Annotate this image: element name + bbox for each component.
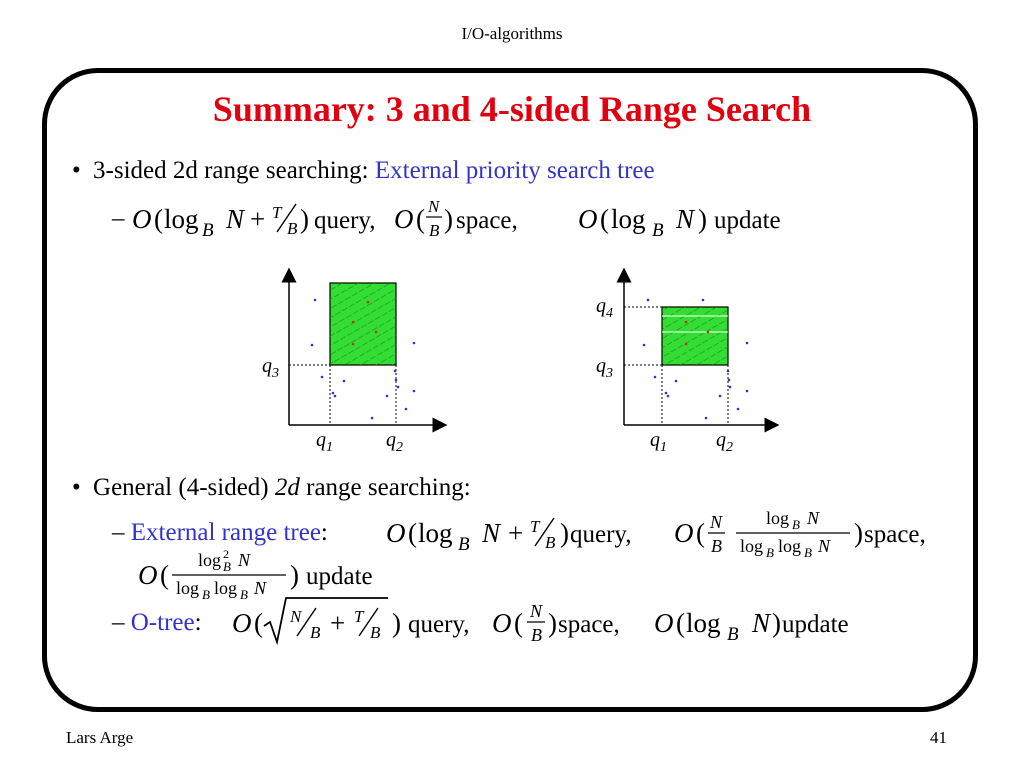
glyph-B: B (370, 623, 381, 642)
word-update: update (714, 207, 781, 234)
glyph-log: log (740, 536, 764, 556)
glyph-log: log (176, 578, 200, 598)
word-update: update (782, 611, 849, 638)
point (737, 408, 740, 411)
glyph-lparen: ( (416, 204, 425, 234)
point (343, 380, 346, 383)
bullet-2-sub-1 (112, 520, 328, 545)
glyph-O: O (386, 518, 406, 548)
external-range-tree-label: External range tree (130, 519, 321, 546)
point (386, 395, 389, 398)
glyph-rparen: ) (444, 204, 453, 234)
range-hatch (330, 283, 396, 365)
glyph-B: B (792, 517, 800, 532)
glyph-B: B (458, 534, 470, 555)
glyph-O: O (578, 204, 598, 234)
glyph-O: O (232, 608, 252, 638)
glyph-B: B (766, 545, 774, 560)
glyph-B: B (310, 623, 321, 642)
glyph-two: 2 (223, 547, 229, 561)
point (334, 395, 337, 398)
label-q4: $q_4$ (596, 295, 613, 321)
label-q1: $q_1$ (650, 429, 667, 455)
glyph-B: B (545, 533, 556, 552)
o-tree-label: O-tree (130, 609, 195, 636)
glyph-lparen: ( (160, 560, 169, 590)
bullet-2 (72, 475, 471, 500)
point (413, 390, 416, 393)
glyph-B: B (202, 587, 210, 602)
bullet-2-text-pre: General (4-sided) (93, 474, 275, 501)
glyph-B: B (202, 220, 214, 241)
glyph-B: B (727, 624, 739, 645)
point (667, 395, 670, 398)
word-query: query, (314, 207, 376, 234)
sub-dash: – (112, 519, 125, 546)
bullet-dot: • (72, 474, 81, 501)
glyph-T: T (272, 203, 282, 222)
glyph-B: B (804, 545, 812, 560)
glyph-B: B (711, 536, 722, 556)
label-q2: $q_2$ (386, 429, 403, 455)
bullet-dot: • (72, 157, 81, 184)
glyph-B: B (652, 220, 664, 241)
glyph-N: N (530, 601, 543, 621)
glyph-log: log (611, 204, 646, 234)
point (314, 299, 317, 302)
bullet-2-text-post: range searching: (299, 474, 471, 501)
word-query: query, (570, 521, 632, 548)
point-in-range (352, 321, 355, 324)
point (746, 390, 749, 393)
glyph-B: B (287, 219, 298, 238)
glyph-lparen: ( (254, 608, 263, 638)
word-space: space, (558, 611, 620, 638)
glyph-lparen: ( (408, 518, 417, 548)
footer-page-number: 41 (930, 728, 947, 747)
bullet-1-text: 3-sided 2d range searching: (93, 157, 375, 184)
point (675, 380, 678, 383)
bullet-1-highlight: External priority search tree (374, 157, 655, 184)
bullet-1-formula (130, 196, 850, 246)
label-q2: $q_2$ (716, 429, 733, 455)
glyph-O: O (132, 204, 152, 234)
bullet-2-text-italic: 2d (274, 474, 300, 501)
point (727, 370, 730, 373)
glyph-plus: + (508, 518, 524, 548)
bullet-1 (72, 158, 655, 183)
point (719, 395, 722, 398)
label-q3: $q_3$ (262, 355, 279, 381)
glyph-N: N (807, 508, 820, 528)
glyph-T: T (354, 607, 364, 626)
footer-author: Lars Arge (66, 728, 134, 747)
glyph-lparen: ( (154, 204, 163, 234)
glyph-rparen: ) (560, 518, 569, 548)
glyph-N: N (482, 518, 501, 548)
glyph-B: B (429, 221, 440, 240)
point (413, 342, 416, 345)
point-in-range (352, 343, 355, 346)
point (705, 417, 708, 420)
glyph-O: O (674, 518, 694, 548)
point-in-range (367, 301, 370, 304)
glyph-lparen: ( (696, 518, 705, 548)
glyph-rparen: ) (698, 204, 707, 234)
sub-dash: – (112, 609, 125, 636)
point-in-range (707, 331, 710, 334)
figure-3-sided (262, 275, 440, 455)
point (394, 370, 397, 373)
glyph-rparen: ) (548, 608, 557, 638)
glyph-log: log (198, 550, 222, 570)
slide-title: Summary: 3 and 4-sided Range Search (212, 89, 812, 129)
point-in-range (685, 343, 688, 346)
point (729, 386, 732, 389)
sub-colon: : (320, 519, 328, 546)
glyph-rparen: ) (854, 518, 863, 548)
glyph-B: B (531, 625, 542, 645)
point (647, 299, 650, 302)
glyph-N: N (254, 578, 267, 598)
glyph-log: log (778, 536, 802, 556)
glyph-N: N (818, 536, 831, 556)
glyph-log: log (214, 578, 238, 598)
glyph-N: N (676, 204, 695, 234)
point (654, 376, 657, 379)
glyph-T: T (530, 517, 540, 536)
glyph-B: B (223, 559, 231, 574)
bullet-2-sub-2 (112, 610, 202, 635)
glyph-O: O (138, 560, 158, 590)
glyph-N: N (428, 197, 440, 216)
glyph-O: O (492, 608, 512, 638)
label-q3: $q_3$ (596, 355, 613, 381)
point (321, 376, 324, 379)
glyph-B: B (240, 587, 248, 602)
figure-4-sided (596, 275, 772, 455)
sub-colon: : (194, 609, 202, 636)
glyph-rparen: ) (392, 608, 401, 638)
point (702, 299, 705, 302)
glyph-N: N (226, 204, 245, 234)
glyph-rparen: ) (772, 608, 781, 638)
glyph-lparen: ( (600, 204, 609, 234)
point-in-range (375, 331, 378, 334)
external-range-tree-formula (384, 504, 984, 560)
point (746, 342, 749, 345)
glyph-O: O (394, 204, 414, 234)
glyph-lparen: ( (514, 608, 523, 638)
glyph-N: N (710, 512, 723, 532)
glyph-log: log (766, 508, 790, 528)
glyph-N: N (290, 607, 302, 626)
glyph-log: log (686, 608, 721, 638)
point (405, 408, 408, 411)
word-query: query, (408, 611, 470, 638)
point (728, 379, 731, 382)
glyph-O: O (654, 608, 674, 638)
word-space: space, (456, 207, 518, 234)
point-in-range (685, 321, 688, 324)
glyph-lparen: ( (676, 608, 685, 638)
bullet-1-sub-dash: – (112, 205, 125, 232)
range-query-figures (0, 262, 1024, 482)
glyph-log: log (164, 204, 199, 234)
word-update: update (306, 563, 373, 590)
glyph-plus: + (250, 204, 266, 234)
glyph-N: N (238, 550, 251, 570)
glyph-rparen: ) (300, 204, 309, 234)
point (332, 392, 335, 395)
point (643, 344, 646, 347)
label-q1: $q_1$ (316, 429, 333, 455)
glyph-rparen: ) (290, 560, 299, 590)
point (397, 386, 400, 389)
point (371, 417, 374, 420)
course-header: I/O-algorithms (461, 24, 563, 43)
point (665, 392, 668, 395)
point (311, 344, 314, 347)
glyph-log: log (418, 518, 453, 548)
point (395, 379, 398, 382)
o-tree-formula (230, 592, 910, 652)
glyph-N: N (752, 608, 771, 638)
word-space: space, (864, 521, 926, 548)
glyph-plus: + (330, 608, 346, 638)
